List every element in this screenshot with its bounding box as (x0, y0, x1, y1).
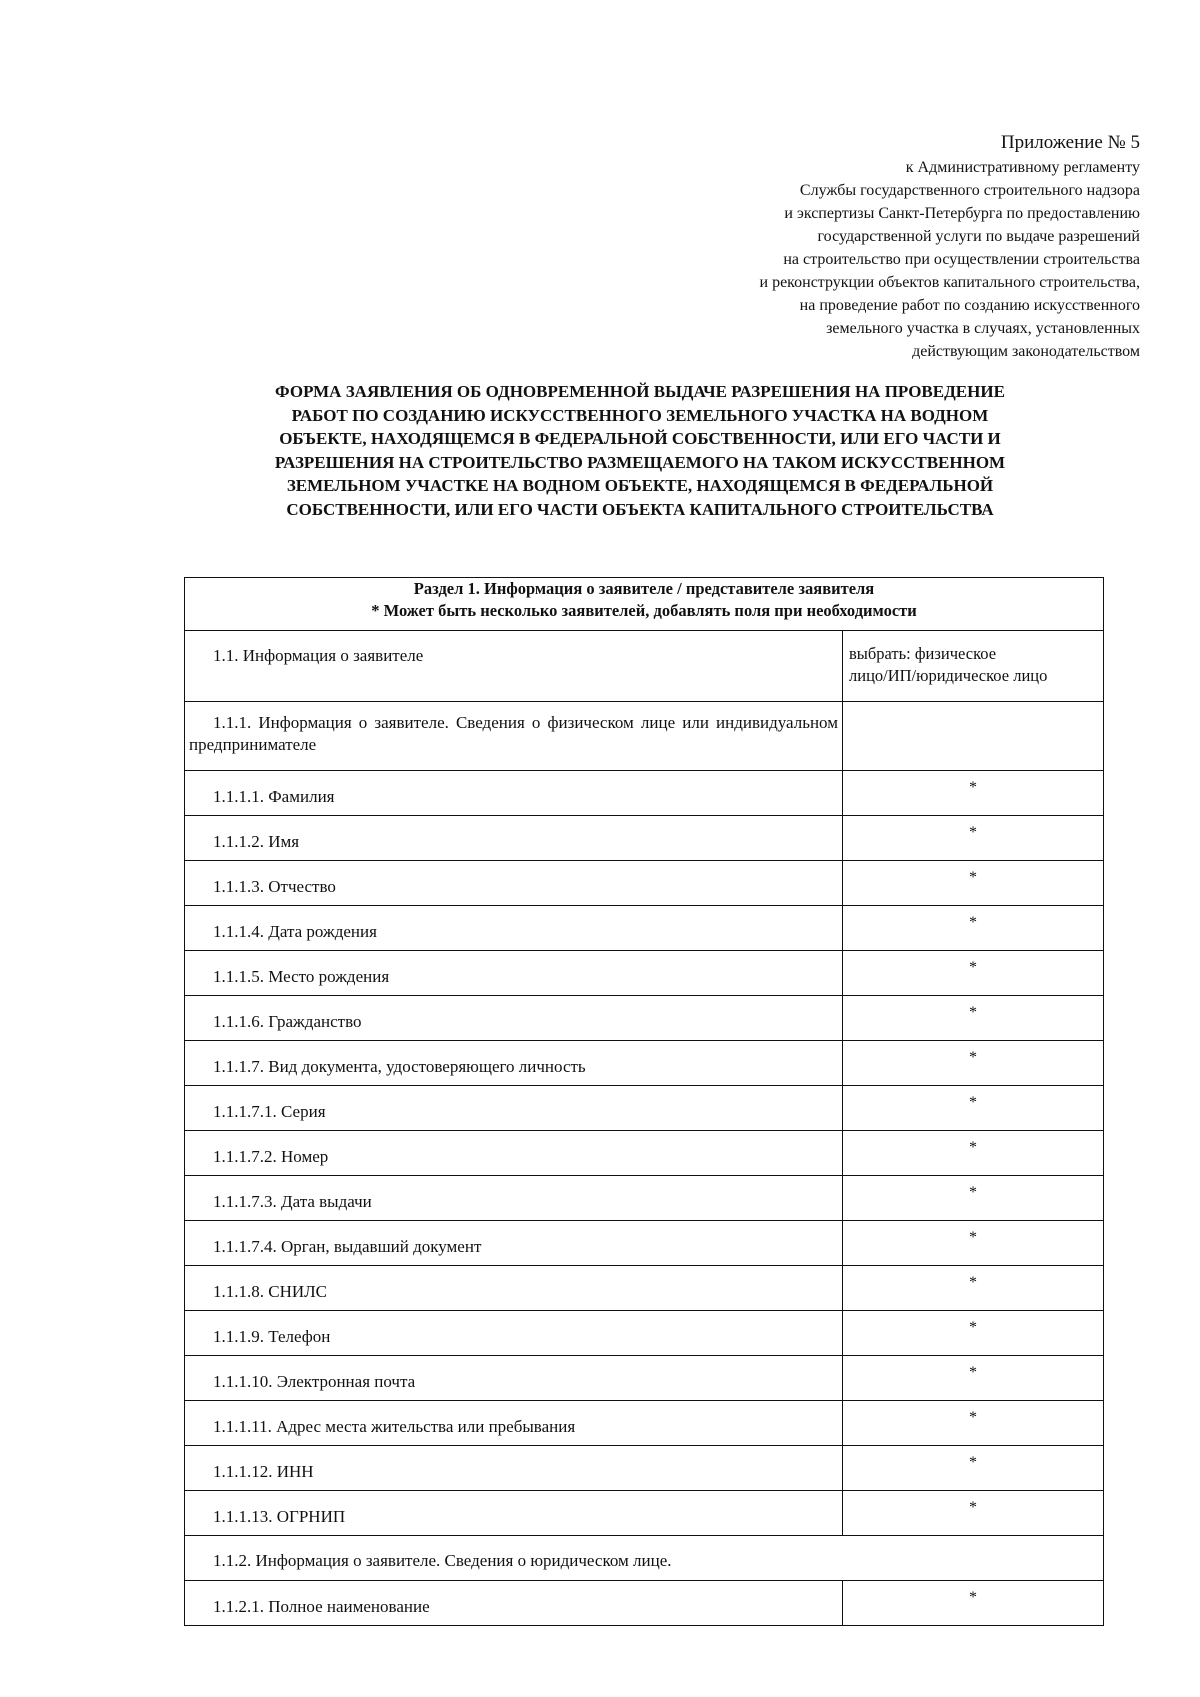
field-value-cell[interactable] (843, 1491, 1104, 1536)
table-row (185, 951, 1104, 996)
field-value-cell[interactable] (843, 1221, 1104, 1266)
field-label-cell (185, 1311, 843, 1356)
required-marker: * (969, 1364, 977, 1381)
required-marker: * (969, 1409, 977, 1426)
field-label-cell (185, 1491, 843, 1536)
table-row (185, 1266, 1104, 1311)
form-title-line: РАБОТ ПО СОЗДАНИЮ ИСКУССТВЕННОГО ЗЕМЕЛЬНОГО УЧАСТКА НА ВОДНОМ (291, 405, 989, 425)
field-value-cell[interactable] (843, 1176, 1104, 1221)
field-label: 1.1.1.7.1. Серия (213, 1102, 326, 1121)
required-marker: * (969, 959, 977, 976)
table-row (185, 1356, 1104, 1401)
appendix-header (580, 130, 1140, 363)
table-row (185, 1176, 1104, 1221)
field-label-cell (185, 861, 843, 906)
applicant-type-select[interactable] (843, 631, 1104, 702)
appendix-line: земельного участка в случаях, установленных (826, 320, 1140, 337)
individual-subsection-row (185, 702, 1104, 771)
required-marker: * (969, 779, 977, 796)
individual-subsection-value-cell (843, 702, 1104, 771)
field-value-cell[interactable] (843, 1356, 1104, 1401)
field-label: 1.1.1.11. Адрес места жительства или пребывания (213, 1417, 576, 1436)
field-label: 1.1.1.4. Дата рождения (213, 922, 377, 941)
field-label: 1.1.1.1. Фамилия (213, 787, 335, 806)
field-value-cell[interactable] (843, 861, 1104, 906)
table-row (185, 906, 1104, 951)
field-label-cell (185, 996, 843, 1041)
form-title-line: ФОРМА ЗАЯВЛЕНИЯ ОБ ОДНОВРЕМЕННОЙ ВЫДАЧЕ РАЗРЕШЕНИЯ НА ПРОВЕДЕНИЕ (275, 382, 1005, 401)
field-value-cell[interactable] (843, 1581, 1104, 1626)
legal-entity-subsection-row (185, 1536, 1104, 1581)
field-label: 1.1.1.10. Электронная почта (213, 1372, 416, 1391)
field-label: 1.1.1.7.3. Дата выдачи (213, 1192, 372, 1211)
required-marker: * (969, 869, 977, 886)
section-header-cell (185, 578, 1104, 631)
table-row (185, 1221, 1104, 1266)
individual-subsection-label: 1.1.1. Информация о заявителе. Сведения о физическом лице или индивидуальном предпринимателе (189, 713, 838, 754)
required-marker: * (969, 1004, 977, 1021)
table-row (185, 1311, 1104, 1356)
form-title-line: РАЗРЕШЕНИЯ НА СТРОИТЕЛЬСТВО РАЗМЕЩАЕМОГО НА ТАКОМ ИСКУССТВЕННОМ (274, 452, 1006, 472)
table-row (185, 1131, 1104, 1176)
required-marker: * (969, 914, 977, 931)
field-value-cell[interactable] (843, 816, 1104, 861)
form-title-line: ОБЪЕКТЕ, НАХОДЯЩЕМСЯ В ФЕДЕРАЛЬНОЙ СОБСТВЕННОСТИ, ИЛИ ЕГО ЧАСТИ И (279, 429, 1001, 448)
field-label: 1.1.1.7. Вид документа, удостоверяющего личность (213, 1057, 586, 1076)
appendix-line: и реконструкции объектов капитального строительства, (759, 274, 1140, 291)
table-row (185, 861, 1104, 906)
field-label-cell (185, 1221, 843, 1266)
table-row (185, 1491, 1104, 1536)
table-row (185, 816, 1104, 861)
individual-subsection-label-cell (185, 702, 843, 771)
legal-entity-subsection-cell (185, 1536, 1104, 1581)
field-value-cell[interactable] (843, 1401, 1104, 1446)
required-marker: * (969, 824, 977, 841)
required-marker: * (969, 1319, 977, 1336)
table-row (185, 771, 1104, 816)
appendix-line: государственной услуги по выдаче разрешений (817, 228, 1140, 245)
table-row (185, 1086, 1104, 1131)
required-marker: * (969, 1184, 977, 1201)
field-label: 1.1.1.8. СНИЛС (213, 1282, 328, 1301)
required-marker: * (969, 1274, 977, 1291)
table-row (185, 1401, 1104, 1446)
appendix-line: к Административному регламенту (905, 159, 1140, 176)
field-value-cell[interactable] (843, 1086, 1104, 1131)
table-row (185, 1446, 1104, 1491)
field-value-cell[interactable] (843, 1446, 1104, 1491)
appendix-line: Службы государственного строительного надзора (799, 182, 1140, 199)
field-value-cell[interactable] (843, 906, 1104, 951)
field-label-cell (185, 1356, 843, 1401)
required-marker: * (969, 1229, 977, 1246)
field-label-cell (185, 1041, 843, 1086)
field-label: 1.1.1.2. Имя (213, 832, 300, 851)
required-marker: * (969, 1094, 977, 1111)
field-label-cell (185, 906, 843, 951)
field-label: 1.1.1.3. Отчество (213, 877, 336, 896)
field-label-cell (185, 1086, 843, 1131)
field-label: 1.1.1.5. Место рождения (213, 967, 390, 986)
section-header-row (185, 578, 1104, 631)
field-label: 1.1.1.6. Гражданство (213, 1012, 362, 1031)
section-title: Раздел 1. Информация о заявителе / представителе заявителя (413, 579, 875, 598)
field-label-cell (185, 1581, 843, 1626)
field-label-cell (185, 951, 843, 996)
required-marker: * (969, 1589, 977, 1606)
applicant-type-row (185, 631, 1104, 702)
table-row (185, 996, 1104, 1041)
section-note: * Может быть несколько заявителей, добавлять поля при необходимости (371, 601, 917, 620)
field-label: 1.1.1.12. ИНН (213, 1462, 314, 1481)
field-label-cell (185, 1176, 843, 1221)
field-value-cell[interactable] (843, 771, 1104, 816)
field-label-cell (185, 1131, 843, 1176)
field-value-cell[interactable] (843, 1266, 1104, 1311)
field-value-cell[interactable] (843, 951, 1104, 996)
appendix-line: на строительство при осуществлении строительства (783, 251, 1140, 268)
required-marker: * (969, 1139, 977, 1156)
field-label-cell (185, 771, 843, 816)
field-label: 1.1.1.13. ОГРНИП (213, 1507, 346, 1526)
field-label: 1.1.1.7.4. Орган, выдавший документ (213, 1237, 482, 1256)
appendix-line: на проведение работ по созданию искусственного (799, 297, 1140, 314)
appendix-line: и экспертизы Санкт-Петербурга по предоставлению (784, 205, 1140, 222)
table-row (185, 1041, 1104, 1086)
field-label: 1.1.1.7.2. Номер (213, 1147, 329, 1166)
form-title (190, 380, 1090, 521)
applicant-type-value: выбрать: физическое лицо/ИП/юридическое лицо (849, 644, 1048, 685)
applicant-type-label-cell (185, 631, 843, 702)
field-value-cell[interactable] (843, 1041, 1104, 1086)
field-label: 1.1.2.1. Полное наименование (213, 1597, 430, 1616)
field-label-cell (185, 1401, 843, 1446)
field-label-cell (185, 1266, 843, 1311)
required-marker: * (969, 1049, 977, 1066)
field-label: 1.1.1.9. Телефон (213, 1327, 331, 1346)
applicant-form-table (184, 577, 1104, 1626)
field-value-cell[interactable] (843, 1131, 1104, 1176)
field-label-cell (185, 816, 843, 861)
field-label-cell (185, 1446, 843, 1491)
legal-entity-subsection-label: 1.1.2. Информация о заявителе. Сведения о юридическом лице. (213, 1551, 672, 1570)
field-value-cell[interactable] (843, 996, 1104, 1041)
table-row (185, 1581, 1104, 1626)
applicant-type-label: 1.1. Информация о заявителе (213, 646, 424, 665)
required-marker: * (969, 1454, 977, 1471)
form-title-line: СОБСТВЕННОСТИ, ИЛИ ЕГО ЧАСТИ ОБЪЕКТА КАПИТАЛЬНОГО СТРОИТЕЛЬСТВА (286, 499, 994, 519)
appendix-title: Приложение № 5 (1000, 132, 1140, 153)
required-marker: * (969, 1499, 977, 1516)
form-title-line: ЗЕМЕЛЬНОМ УЧАСТКЕ НА ВОДНОМ ОБЪЕКТЕ, НАХОДЯЩЕМСЯ В ФЕДЕРАЛЬНОЙ (286, 476, 994, 495)
appendix-line: действующим законодательством (912, 343, 1140, 360)
field-value-cell[interactable] (843, 1311, 1104, 1356)
